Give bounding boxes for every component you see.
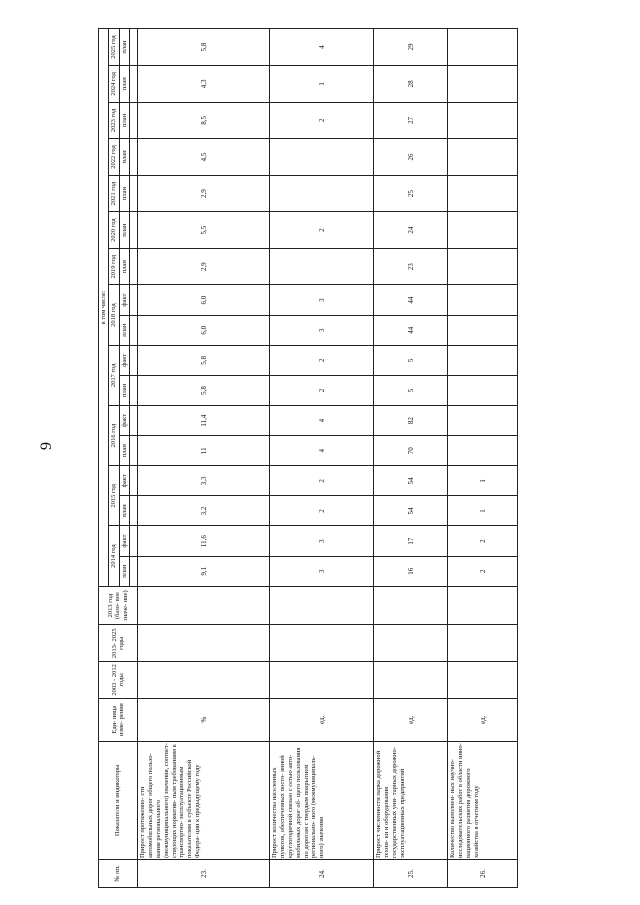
row-number: 24.	[270, 860, 374, 888]
value-cell: 2	[270, 212, 374, 249]
header-plan: план	[119, 139, 129, 176]
header-plan: план	[119, 556, 129, 586]
header-fact: факт	[119, 406, 129, 436]
table-row	[448, 29, 518, 888]
header-2017: 2017 год	[109, 345, 119, 405]
value-cell: 1	[448, 496, 518, 526]
header-2014: 2014 год	[109, 526, 119, 586]
value-cell	[448, 315, 518, 345]
header-2018: 2018 год	[109, 285, 119, 345]
value-cell: 2	[270, 102, 374, 139]
value-cell	[448, 212, 518, 249]
header-2016: 2016 год	[109, 406, 119, 466]
value-cell: 25	[374, 175, 448, 212]
value-cell: 4,5	[138, 139, 270, 176]
header-including: в том числе:	[99, 29, 109, 587]
value-cell: 44	[374, 315, 448, 345]
header-2013-2025: 2013- 2025 годы	[99, 625, 138, 662]
value-cell	[270, 248, 374, 285]
value-cell: 5,8	[138, 375, 270, 405]
header-num: № пп.	[99, 860, 138, 888]
value-cell: 4	[270, 406, 374, 436]
value-cell: 1	[448, 466, 518, 496]
value-cell: 27	[374, 102, 448, 139]
header-plan: план	[119, 375, 129, 405]
value-cell: 8,5	[138, 102, 270, 139]
value-cell: 5	[374, 345, 448, 375]
value-cell: 3	[270, 285, 374, 315]
header-fact: факт	[119, 466, 129, 496]
row-number: 25.	[374, 860, 448, 888]
value-cell	[448, 66, 518, 103]
header-fact: факт	[119, 285, 129, 315]
value-cell	[374, 586, 448, 625]
value-cell	[138, 662, 270, 699]
header-fact: факт	[119, 345, 129, 375]
header-2013: 2013 год (базо- вое значе- ние)	[99, 586, 138, 625]
unit-cell: ед.	[270, 698, 374, 741]
value-cell	[270, 175, 374, 212]
value-cell: 3,3	[138, 466, 270, 496]
header-2020: 2020 год	[109, 212, 119, 249]
row-number: 23.	[138, 860, 270, 888]
value-cell	[448, 139, 518, 176]
value-cell: 54	[374, 496, 448, 526]
value-cell: 5,8	[138, 29, 270, 66]
value-cell	[448, 175, 518, 212]
value-cell	[270, 625, 374, 662]
value-cell: 5,8	[138, 345, 270, 375]
indicator-name: Прирост количества населенных пунктов, обеспеченных посто- янной круглогодичной связью с сетью авто- мобильных дорог об- щего пользования по дорогам с твердым покрытием регионально- ного (межмуниципаль- ного) значения	[270, 741, 374, 859]
value-cell: 2	[270, 496, 374, 526]
header-plan: план	[119, 102, 129, 139]
header-plan: план	[119, 175, 129, 212]
value-cell: 6,0	[138, 285, 270, 315]
header-fact: факт	[119, 526, 129, 556]
value-cell: 4,3	[138, 66, 270, 103]
value-cell	[270, 662, 374, 699]
header-2025: 2025 год	[109, 29, 119, 66]
header-2023: 2023 год	[109, 102, 119, 139]
header-indicators: Показатели и индикаторы	[99, 741, 138, 859]
header-plan: план	[119, 248, 129, 285]
value-cell	[374, 625, 448, 662]
table-row	[374, 29, 448, 888]
value-cell: 44	[374, 285, 448, 315]
value-cell: 9,1	[138, 556, 270, 586]
header-2021: 2021 год	[109, 175, 119, 212]
header-plan: план	[119, 496, 129, 526]
value-cell	[448, 345, 518, 375]
value-cell	[448, 375, 518, 405]
value-cell: 2,9	[138, 175, 270, 212]
unit-cell: ед.	[374, 698, 448, 741]
header-plan: план	[119, 436, 129, 466]
value-cell: 54	[374, 466, 448, 496]
value-cell	[448, 102, 518, 139]
unit-cell: %	[138, 698, 270, 741]
value-cell	[448, 662, 518, 699]
rotated-table-container	[98, 28, 558, 888]
value-cell: 5,5	[138, 212, 270, 249]
value-cell	[448, 406, 518, 436]
value-cell	[448, 248, 518, 285]
value-cell: 4	[270, 29, 374, 66]
indicators-table	[98, 28, 518, 888]
value-cell	[448, 436, 518, 466]
value-cell: 3	[270, 526, 374, 556]
value-cell: 28	[374, 66, 448, 103]
value-cell: 17	[374, 526, 448, 556]
value-cell: 11,4	[138, 406, 270, 436]
value-cell: 70	[374, 436, 448, 466]
value-cell: 3	[270, 556, 374, 586]
header-2015: 2015 год	[109, 466, 119, 526]
value-cell: 1	[270, 66, 374, 103]
value-cell: 2	[270, 466, 374, 496]
page-number: 9	[38, 442, 55, 450]
value-cell	[138, 625, 270, 662]
value-cell	[448, 625, 518, 662]
unit-cell: ед.	[448, 698, 518, 741]
value-cell	[270, 139, 374, 176]
value-cell	[448, 586, 518, 625]
table-body	[138, 29, 518, 888]
value-cell: 24	[374, 212, 448, 249]
header-plan: план	[119, 315, 129, 345]
value-cell: 26	[374, 139, 448, 176]
value-cell: 11	[138, 436, 270, 466]
value-cell: 3,2	[138, 496, 270, 526]
value-cell: 16	[374, 556, 448, 586]
value-cell: 2	[448, 556, 518, 586]
header-plan: план	[119, 66, 129, 103]
value-cell: 11,6	[138, 526, 270, 556]
value-cell	[374, 662, 448, 699]
value-cell	[448, 29, 518, 66]
table-row	[138, 29, 270, 888]
value-cell	[448, 285, 518, 315]
header-unit: Еди- ница изме- рения	[99, 698, 138, 741]
header-2019: 2019 год	[109, 248, 119, 285]
row-number: 26.	[448, 860, 518, 888]
value-cell: 2	[448, 526, 518, 556]
value-cell: 82	[374, 406, 448, 436]
indicator-name: Прирост численности парка дорожной техни- ки и оборудования государственных уни- тарных дорожно- эксплуатационных предприятий	[374, 741, 448, 859]
header-2024: 2024 год	[109, 66, 119, 103]
header-plan: план	[119, 29, 129, 66]
value-cell: 2	[270, 375, 374, 405]
value-cell: 6,0	[138, 315, 270, 345]
indicator-name: Прирост протяженно- сти автомобильных дорог общего пользо- вания регионального (межмуниципального) значения, соответ- ствующих норматив- ным требованиям к транспортно- эксплуатационным показателям в субъекте Российской Федера- ции к предыдущему году	[138, 741, 270, 859]
value-cell: 2,9	[138, 248, 270, 285]
indicator-name: Количество выполнен- ных научно- исследовательских работ в области инно- вационного развития дорожного хозяйства в отчетном году	[448, 741, 518, 859]
value-cell: 29	[374, 29, 448, 66]
header-2022: 2022 год	[109, 139, 119, 176]
value-cell: 23	[374, 248, 448, 285]
value-cell: 4	[270, 436, 374, 466]
header-plan: план	[119, 212, 129, 249]
value-cell	[270, 586, 374, 625]
value-cell: 5	[374, 375, 448, 405]
header-2003-2012: 2003 - 2012 годы	[99, 662, 138, 699]
table-row	[270, 29, 374, 888]
table-header	[99, 29, 138, 888]
value-cell: 2	[270, 345, 374, 375]
value-cell	[138, 586, 270, 625]
value-cell: 3	[270, 315, 374, 345]
